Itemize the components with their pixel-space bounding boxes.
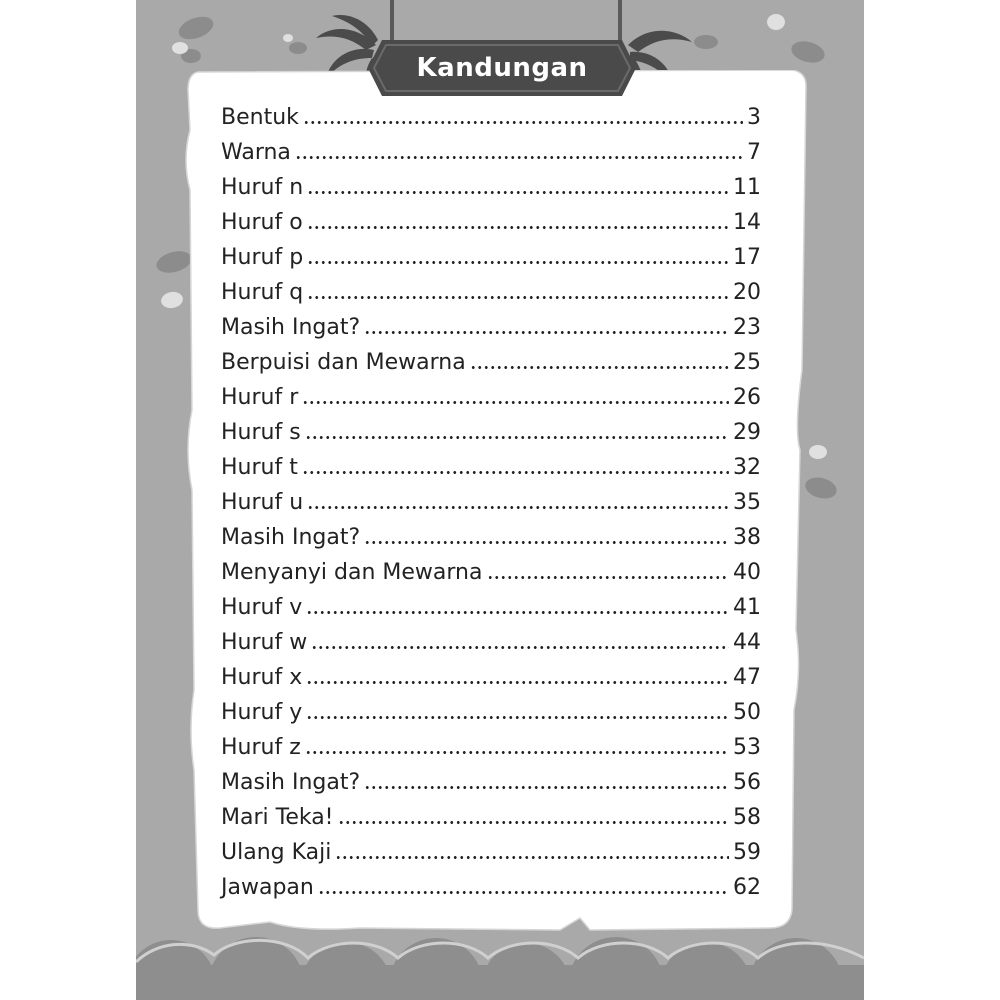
dot-leader <box>302 471 729 474</box>
toc-page-number: 40 <box>733 560 761 585</box>
dot-leader <box>302 401 729 404</box>
toc-page-number: 56 <box>733 770 761 795</box>
toc-label: Huruf s <box>221 420 301 445</box>
page-title: Kandungan <box>416 53 588 83</box>
toc-page-number: 50 <box>733 700 761 725</box>
toc-label: Huruf r <box>221 385 299 410</box>
toc-row[interactable] <box>221 555 761 590</box>
dot-leader <box>318 891 729 894</box>
toc-row[interactable] <box>221 625 761 660</box>
toc-row[interactable] <box>221 835 761 870</box>
toc-label: Huruf z <box>221 735 301 760</box>
toc-row[interactable] <box>221 240 761 275</box>
toc-label: Huruf y <box>221 700 303 725</box>
table-of-contents <box>221 100 761 905</box>
toc-label: Huruf x <box>221 665 303 690</box>
toc-row[interactable] <box>221 520 761 555</box>
toc-row[interactable] <box>221 765 761 800</box>
toc-page-number: 32 <box>733 455 761 480</box>
toc-label: Bentuk <box>221 105 299 130</box>
toc-row[interactable] <box>221 730 761 765</box>
dot-leader <box>364 331 729 334</box>
dot-leader <box>338 821 729 824</box>
toc-row[interactable] <box>221 310 761 345</box>
dot-leader <box>364 786 729 789</box>
toc-row[interactable] <box>221 205 761 240</box>
toc-page-number: 38 <box>733 525 761 550</box>
dot-leader <box>295 156 743 159</box>
toc-row[interactable] <box>221 275 761 310</box>
toc-row[interactable] <box>221 345 761 380</box>
toc-label: Huruf u <box>221 490 304 515</box>
toc-row[interactable] <box>221 870 761 905</box>
toc-page-number: 62 <box>733 875 761 900</box>
toc-row[interactable] <box>221 660 761 695</box>
bottom-clouds <box>136 937 864 1000</box>
dot-leader <box>311 646 729 649</box>
toc-page-number: 3 <box>747 105 761 130</box>
toc-page-number: 11 <box>733 175 761 200</box>
toc-page-number: 14 <box>733 210 761 235</box>
toc-page-number: 53 <box>733 735 761 760</box>
toc-label: Ulang Kaji <box>221 840 332 865</box>
toc-page-number: 25 <box>733 350 761 375</box>
dot-leader <box>305 436 729 439</box>
toc-page-number: 17 <box>733 245 761 270</box>
toc-label: Berpuisi dan Mewarna <box>221 350 466 375</box>
toc-page-number: 59 <box>733 840 761 865</box>
toc-page-number: 7 <box>747 140 761 165</box>
toc-page-number: 58 <box>733 805 761 830</box>
toc-row[interactable] <box>221 135 761 170</box>
toc-label: Huruf q <box>221 280 304 305</box>
toc-label: Huruf v <box>221 595 303 620</box>
dot-leader <box>303 121 743 124</box>
dot-leader <box>307 506 729 509</box>
dot-leader <box>306 611 729 614</box>
toc-page-number: 35 <box>733 490 761 515</box>
toc-row[interactable] <box>221 415 761 450</box>
dot-leader <box>306 681 729 684</box>
toc-label: Huruf p <box>221 245 304 270</box>
dot-leader <box>306 716 729 719</box>
toc-row[interactable] <box>221 695 761 730</box>
toc-label: Huruf w <box>221 630 308 655</box>
toc-page-number: 44 <box>733 630 761 655</box>
dot-leader <box>470 366 729 369</box>
dot-leader <box>307 226 729 229</box>
toc-row[interactable] <box>221 100 761 135</box>
toc-row[interactable] <box>221 800 761 835</box>
toc-row[interactable] <box>221 450 761 485</box>
toc-row[interactable] <box>221 590 761 625</box>
dot-leader <box>307 261 729 264</box>
toc-page-number: 23 <box>733 315 761 340</box>
toc-page-number: 29 <box>733 420 761 445</box>
toc-row[interactable] <box>221 170 761 205</box>
toc-label: Menyanyi dan Mewarna <box>221 560 483 585</box>
toc-label: Masih Ingat? <box>221 525 361 550</box>
dot-leader <box>307 191 729 194</box>
toc-page-number: 26 <box>733 385 761 410</box>
toc-label: Huruf o <box>221 210 303 235</box>
toc-label: Huruf t <box>221 455 298 480</box>
toc-label: Jawapan <box>221 875 314 900</box>
dot-leader <box>487 576 730 579</box>
dot-leader <box>305 751 729 754</box>
dot-leader <box>364 541 729 544</box>
toc-label: Masih Ingat? <box>221 315 361 340</box>
toc-label: Mari Teka! <box>221 805 334 830</box>
toc-page-number: 47 <box>733 665 761 690</box>
dot-leader <box>335 856 729 859</box>
dot-leader <box>307 296 729 299</box>
toc-page-number: 20 <box>733 280 761 305</box>
toc-label: Huruf n <box>221 175 304 200</box>
toc-row[interactable] <box>221 380 761 415</box>
toc-row[interactable] <box>221 485 761 520</box>
toc-label: Warna <box>221 140 291 165</box>
toc-page-number: 41 <box>733 595 761 620</box>
toc-label: Masih Ingat? <box>221 770 361 795</box>
sign-ropes <box>392 0 620 44</box>
book-page <box>136 0 864 1000</box>
